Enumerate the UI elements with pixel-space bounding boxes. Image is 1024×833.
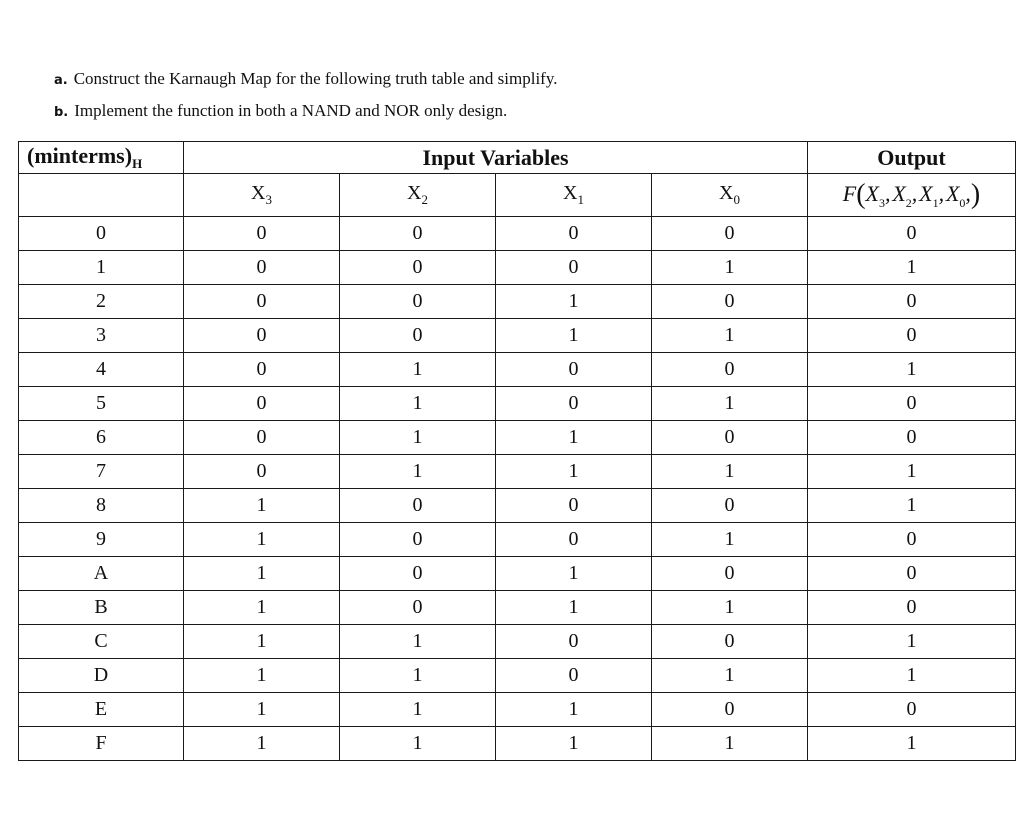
output-cell: 1 <box>808 659 1016 693</box>
table-row <box>19 625 1016 659</box>
table-row <box>19 557 1016 591</box>
x2-cell: 0 <box>340 523 496 557</box>
output-cell: 1 <box>808 455 1016 489</box>
x3-cell: 0 <box>184 285 340 319</box>
x1-cell: 1 <box>496 591 652 625</box>
minterms-header: $(minterms)_H$ <box>19 142 184 174</box>
question-b <box>54 101 507 123</box>
minterm-cell: C <box>19 625 184 659</box>
output-cell: 0 <box>808 591 1016 625</box>
x1-cell: 1 <box>496 455 652 489</box>
minterm-cell: A <box>19 557 184 591</box>
function-expression: $F(X_3$, $X_2$, $X_1$, $X_0$,) <box>842 179 981 210</box>
x0-cell: 0 <box>652 489 808 523</box>
x1-cell: 0 <box>496 625 652 659</box>
x3-cell: 0 <box>184 217 340 251</box>
output-cell: 1 <box>808 489 1016 523</box>
x3-cell: 1 <box>184 523 340 557</box>
x3-cell: 1 <box>184 489 340 523</box>
minterm-cell: 7 <box>19 455 184 489</box>
x1-cell: 0 <box>496 387 652 421</box>
minterm-cell: 9 <box>19 523 184 557</box>
output-cell: 1 <box>808 251 1016 285</box>
truth-table <box>18 141 1016 761</box>
output-cell: 0 <box>808 693 1016 727</box>
header-row-top <box>19 142 1016 174</box>
x3-cell: 0 <box>184 251 340 285</box>
table-row <box>19 489 1016 523</box>
minterm-cell: F <box>19 727 184 761</box>
minterms-subheader-cell <box>19 174 184 217</box>
output-cell: 0 <box>808 217 1016 251</box>
x2-cell: 0 <box>340 489 496 523</box>
x3-cell: 1 <box>184 659 340 693</box>
x1-cell: 1 <box>496 727 652 761</box>
x1-cell: 1 <box>496 421 652 455</box>
x2-cell: 0 <box>340 251 496 285</box>
table-row <box>19 727 1016 761</box>
table-row <box>19 693 1016 727</box>
minterm-cell: 2 <box>19 285 184 319</box>
x3-cell: 0 <box>184 387 340 421</box>
var-x1-header: $X_1$ <box>496 174 652 217</box>
output-cell: 1 <box>808 727 1016 761</box>
minterm-cell: 4 <box>19 353 184 387</box>
table-row <box>19 387 1016 421</box>
x0-cell: 0 <box>652 217 808 251</box>
table-row <box>19 285 1016 319</box>
x3-cell: 0 <box>184 319 340 353</box>
x0-cell: 1 <box>652 523 808 557</box>
x2-cell: 1 <box>340 727 496 761</box>
x3-cell: 0 <box>184 353 340 387</box>
x2-cell: 0 <box>340 319 496 353</box>
table-row <box>19 591 1016 625</box>
input-variables-header: Input Variables <box>184 142 808 174</box>
x2-cell: 1 <box>340 455 496 489</box>
x0-cell: 1 <box>652 319 808 353</box>
output-cell: 1 <box>808 625 1016 659</box>
header-row-variables <box>19 174 1016 217</box>
minterm-cell: 6 <box>19 421 184 455</box>
x3-cell: 1 <box>184 625 340 659</box>
var-x2-header: $X_2$ <box>340 174 496 217</box>
x1-cell: 0 <box>496 251 652 285</box>
x1-cell: 0 <box>496 353 652 387</box>
output-cell: 0 <box>808 285 1016 319</box>
function-header <box>808 174 1016 217</box>
x2-cell: 0 <box>340 557 496 591</box>
x0-cell: 0 <box>652 353 808 387</box>
x0-cell: 1 <box>652 387 808 421</box>
var-x0-header: $X_0$ <box>652 174 808 217</box>
var-x3-header: $X_3$ <box>184 174 340 217</box>
x1-cell: 1 <box>496 285 652 319</box>
minterm-cell: 0 <box>19 217 184 251</box>
x2-cell: 0 <box>340 591 496 625</box>
output-cell: 0 <box>808 319 1016 353</box>
x0-cell: 0 <box>652 285 808 319</box>
x0-cell: 1 <box>652 591 808 625</box>
question-b-text: Implement the function in both a NAND and NOR only design. <box>74 101 508 120</box>
table-row <box>19 217 1016 251</box>
x3-cell: 1 <box>184 727 340 761</box>
output-cell: 1 <box>808 353 1016 387</box>
question-a-text: Construct the Karnaugh Map for the following truth table and simplify. <box>73 69 558 88</box>
x1-cell: 0 <box>496 489 652 523</box>
question-b-letter: b. <box>54 105 69 120</box>
x2-cell: 1 <box>340 387 496 421</box>
minterm-cell: B <box>19 591 184 625</box>
x1-cell: 1 <box>496 693 652 727</box>
x2-cell: 0 <box>340 285 496 319</box>
table-row <box>19 353 1016 387</box>
table-row <box>19 251 1016 285</box>
x0-cell: 1 <box>652 455 808 489</box>
x3-cell: 1 <box>184 591 340 625</box>
x2-cell: 0 <box>340 217 496 251</box>
minterm-cell: D <box>19 659 184 693</box>
x0-cell: 0 <box>652 421 808 455</box>
table-row <box>19 455 1016 489</box>
x0-cell: 1 <box>652 251 808 285</box>
x1-cell: 0 <box>496 217 652 251</box>
x0-cell: 0 <box>652 625 808 659</box>
x0-cell: 1 <box>652 727 808 761</box>
x0-cell: 1 <box>652 659 808 693</box>
x2-cell: 1 <box>340 625 496 659</box>
question-a-letter: a. <box>54 73 68 88</box>
minterm-cell: 8 <box>19 489 184 523</box>
x3-cell: 1 <box>184 693 340 727</box>
question-a <box>54 69 558 91</box>
truth-table-body <box>19 217 1016 761</box>
x2-cell: 1 <box>340 421 496 455</box>
minterm-cell: 5 <box>19 387 184 421</box>
x1-cell: 0 <box>496 659 652 693</box>
minterm-cell: E <box>19 693 184 727</box>
minterm-cell: 3 <box>19 319 184 353</box>
x2-cell: 1 <box>340 659 496 693</box>
x1-cell: 0 <box>496 523 652 557</box>
minterm-cell: 1 <box>19 251 184 285</box>
x0-cell: 0 <box>652 557 808 591</box>
output-cell: 0 <box>808 523 1016 557</box>
x3-cell: 0 <box>184 455 340 489</box>
table-row <box>19 421 1016 455</box>
output-cell: 0 <box>808 387 1016 421</box>
x2-cell: 1 <box>340 693 496 727</box>
x0-cell: 0 <box>652 693 808 727</box>
table-row <box>19 319 1016 353</box>
x2-cell: 1 <box>340 353 496 387</box>
table-row <box>19 659 1016 693</box>
x3-cell: 1 <box>184 557 340 591</box>
x3-cell: 0 <box>184 421 340 455</box>
output-header: Output <box>808 142 1016 174</box>
output-cell: 0 <box>808 421 1016 455</box>
x1-cell: 1 <box>496 319 652 353</box>
table-row <box>19 523 1016 557</box>
x1-cell: 1 <box>496 557 652 591</box>
output-cell: 0 <box>808 557 1016 591</box>
